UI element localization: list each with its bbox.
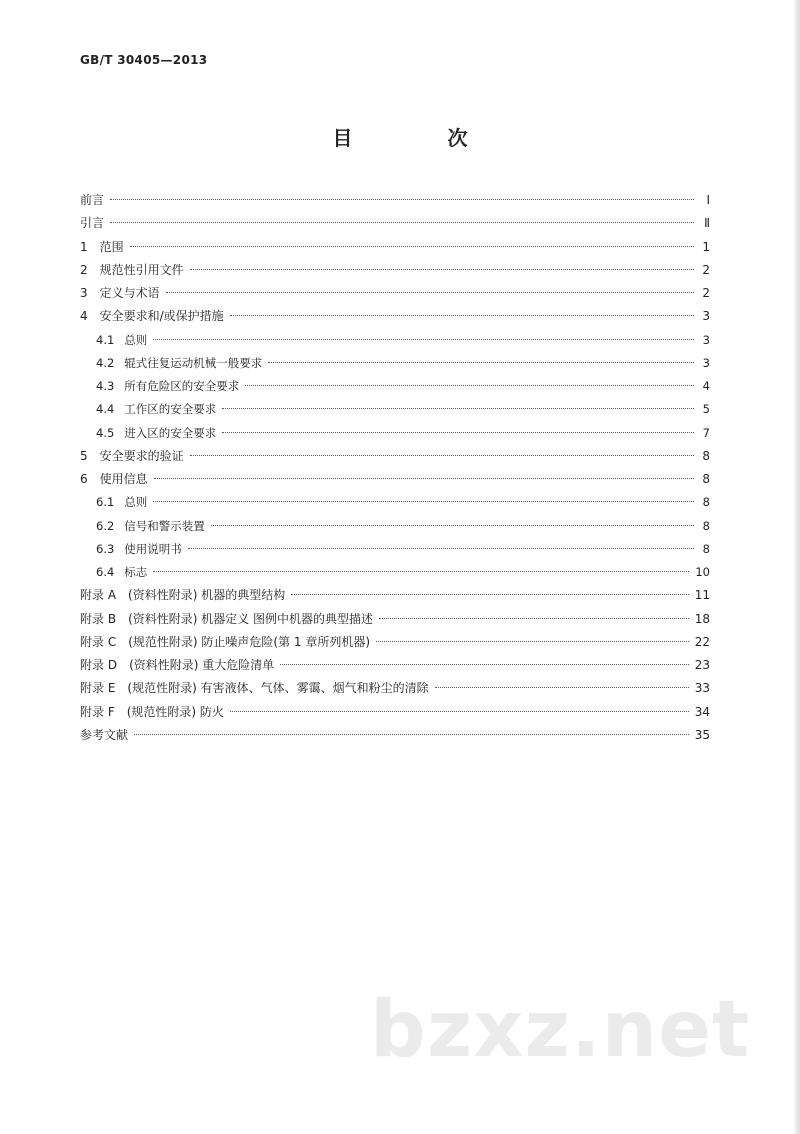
standard-number: GB/T 30405—2013 xyxy=(80,53,208,67)
toc-entry-label: (资料性附录) 机器的典型结构 xyxy=(128,588,286,603)
toc-entry-number: 4.4 xyxy=(96,402,115,417)
toc-entry-label: 进入区的安全要求 xyxy=(124,425,217,440)
toc-entry[interactable] xyxy=(80,305,710,328)
toc-entry[interactable] xyxy=(80,352,710,375)
toc-entry-number: 5 xyxy=(80,448,88,463)
toc-leader-dots xyxy=(376,641,689,642)
toc-leader-dots xyxy=(153,571,689,572)
toc-leader-dots xyxy=(268,362,694,363)
toc-leader-dots xyxy=(222,408,694,409)
toc-entry-label: (规范性附录) 有害液体、气体、雾霭、烟气和粉尘的清除 xyxy=(127,681,429,696)
toc-entry-number: 4 xyxy=(80,309,88,324)
toc-entry-page: 11 xyxy=(694,588,710,603)
toc-entry-page: 8 xyxy=(702,472,710,486)
toc-entry[interactable] xyxy=(80,515,710,538)
toc-entry[interactable] xyxy=(80,259,710,282)
toc-entry-label: (资料性附录) 机器定义 图例中机器的典型描述 xyxy=(128,611,374,626)
toc-entry-label: 前言 xyxy=(80,193,105,207)
toc-entry[interactable] xyxy=(80,468,710,491)
toc-entry[interactable] xyxy=(80,212,710,235)
toc-entry-page: 10 xyxy=(695,565,710,579)
toc-entry-number: 3 xyxy=(80,286,88,300)
toc-entry-page: 7 xyxy=(702,425,710,440)
toc-entry-page: 2 xyxy=(702,286,710,300)
toc-leader-dots xyxy=(230,711,689,712)
watermark: bzxz.net xyxy=(370,985,751,1075)
toc-entry-label: (规范性附录) 防火 xyxy=(126,704,224,719)
toc-entry[interactable] xyxy=(80,584,710,607)
toc-entry[interactable] xyxy=(80,282,710,305)
toc-entry-page: 8 xyxy=(702,495,710,510)
toc-entry[interactable] xyxy=(80,654,710,677)
toc-entry-label: 规范性引用文件 xyxy=(99,262,184,277)
toc-entry-number: 6.4 xyxy=(96,565,115,579)
toc-entry-page: 22 xyxy=(694,634,710,649)
toc-entry-number: 4.1 xyxy=(96,332,115,347)
toc-leader-dots xyxy=(154,478,694,479)
toc-entry-number: 附录 F xyxy=(80,704,115,719)
toc-entry-label: 总则 xyxy=(124,495,148,510)
toc-entry-label: 定义与术语 xyxy=(99,286,160,300)
toc-leader-dots xyxy=(435,687,689,688)
toc-entry[interactable] xyxy=(80,398,710,421)
toc-entry-page: Ⅰ xyxy=(706,193,710,207)
toc-entry[interactable] xyxy=(80,608,710,631)
toc-entry[interactable] xyxy=(80,329,710,352)
toc-entry-page: 8 xyxy=(702,518,710,533)
toc-entry-label: 所有危险区的安全要求 xyxy=(124,379,240,393)
toc-entry[interactable] xyxy=(80,189,710,212)
toc-entry[interactable] xyxy=(80,701,710,724)
toc-entry-page: 3 xyxy=(702,332,710,347)
toc-entry-label: 工作区的安全要求 xyxy=(124,402,217,417)
toc-entry-page: 33 xyxy=(694,681,710,696)
toc-leader-dots xyxy=(280,664,688,665)
toc-entry-page: 3 xyxy=(702,355,710,370)
toc-leader-dots xyxy=(110,222,694,223)
toc-entry-number: 6 xyxy=(80,472,88,486)
toc-entry-label: 标志 xyxy=(124,565,148,579)
toc-entry-label: (规范性附录) 防止噪声危险(第 1 章所列机器) xyxy=(128,634,371,649)
toc-entry-page: 34 xyxy=(694,704,710,719)
toc-entry[interactable] xyxy=(80,724,710,747)
toc-entry-label: 安全要求和/或保护措施 xyxy=(99,309,224,324)
toc-entry-number: 附录 A xyxy=(80,588,117,603)
toc-entry[interactable] xyxy=(80,236,710,259)
toc-leader-dots xyxy=(134,734,689,735)
toc-entry-page: 2 xyxy=(702,262,710,277)
toc-entry-number: 附录 B xyxy=(80,611,117,626)
toc-entry-page: 8 xyxy=(702,448,710,463)
toc-leader-dots xyxy=(379,618,689,619)
toc-entry-label: 使用说明书 xyxy=(124,541,182,556)
toc-entry-number: 4.2 xyxy=(96,355,115,370)
toc-entry-page: 3 xyxy=(702,309,710,324)
toc-entry-number: 2 xyxy=(80,262,88,277)
toc-leader-dots xyxy=(211,525,694,526)
toc-entry-number: 附录 E xyxy=(80,681,116,696)
toc-entry-label: 使用信息 xyxy=(99,472,148,486)
page-title: 目 次 xyxy=(332,126,512,150)
toc-entry-number: 附录 D xyxy=(80,658,118,672)
toc-leader-dots xyxy=(153,501,694,502)
toc-entry-page: Ⅱ xyxy=(704,216,710,231)
toc-entry-label: 总则 xyxy=(124,332,148,347)
toc-leader-dots xyxy=(245,385,694,386)
toc-entry-label: 参考文献 xyxy=(80,727,129,742)
toc-entry-label: 引言 xyxy=(80,216,105,231)
toc-entry[interactable] xyxy=(80,538,710,561)
toc-entry-label: (资料性附录) 重大危险清单 xyxy=(129,658,275,672)
toc-entry-number: 6.1 xyxy=(96,495,115,510)
toc-entry-page: 18 xyxy=(694,611,710,626)
toc-entry-label: 辊式往复运动机械一般要求 xyxy=(124,355,263,370)
toc-entry-label: 信号和警示装置 xyxy=(124,518,205,533)
toc-leader-dots xyxy=(222,432,694,433)
toc-entry-number: 6.3 xyxy=(96,541,115,556)
toc-entry[interactable] xyxy=(80,445,710,468)
toc-entry[interactable] xyxy=(80,631,710,654)
toc-entry-number: 4.3 xyxy=(96,379,115,393)
toc-entry-label: 范围 xyxy=(99,239,124,254)
toc-entry[interactable] xyxy=(80,561,710,584)
toc-entry-number: 6.2 xyxy=(96,518,115,533)
toc-entry-page: 35 xyxy=(694,727,710,742)
page-edge-shadow xyxy=(794,0,800,1134)
toc-leader-dots xyxy=(110,199,694,200)
toc-leader-dots xyxy=(190,455,694,456)
toc-leader-dots xyxy=(230,315,694,316)
toc-leader-dots xyxy=(166,292,694,293)
toc-leader-dots xyxy=(130,246,694,247)
toc-entry-page: 8 xyxy=(702,541,710,556)
toc-entry-label: 安全要求的验证 xyxy=(99,448,184,463)
toc-leader-dots xyxy=(153,339,694,340)
toc-entry-page: 1 xyxy=(702,239,710,254)
toc-entry[interactable] xyxy=(80,422,710,445)
toc-leader-dots xyxy=(291,594,689,595)
toc-entry-page: 5 xyxy=(702,402,710,417)
toc-entry-page: 4 xyxy=(702,379,710,393)
toc-entry-page: 23 xyxy=(694,658,710,672)
table-of-contents xyxy=(80,189,710,747)
toc-leader-dots xyxy=(188,548,694,549)
toc-leader-dots xyxy=(190,269,694,270)
toc-entry[interactable] xyxy=(80,491,710,514)
toc-entry-number: 1 xyxy=(80,239,88,254)
toc-entry[interactable] xyxy=(80,677,710,700)
toc-entry[interactable] xyxy=(80,375,710,398)
toc-entry-number: 4.5 xyxy=(96,425,115,440)
toc-entry-number: 附录 C xyxy=(80,634,117,649)
